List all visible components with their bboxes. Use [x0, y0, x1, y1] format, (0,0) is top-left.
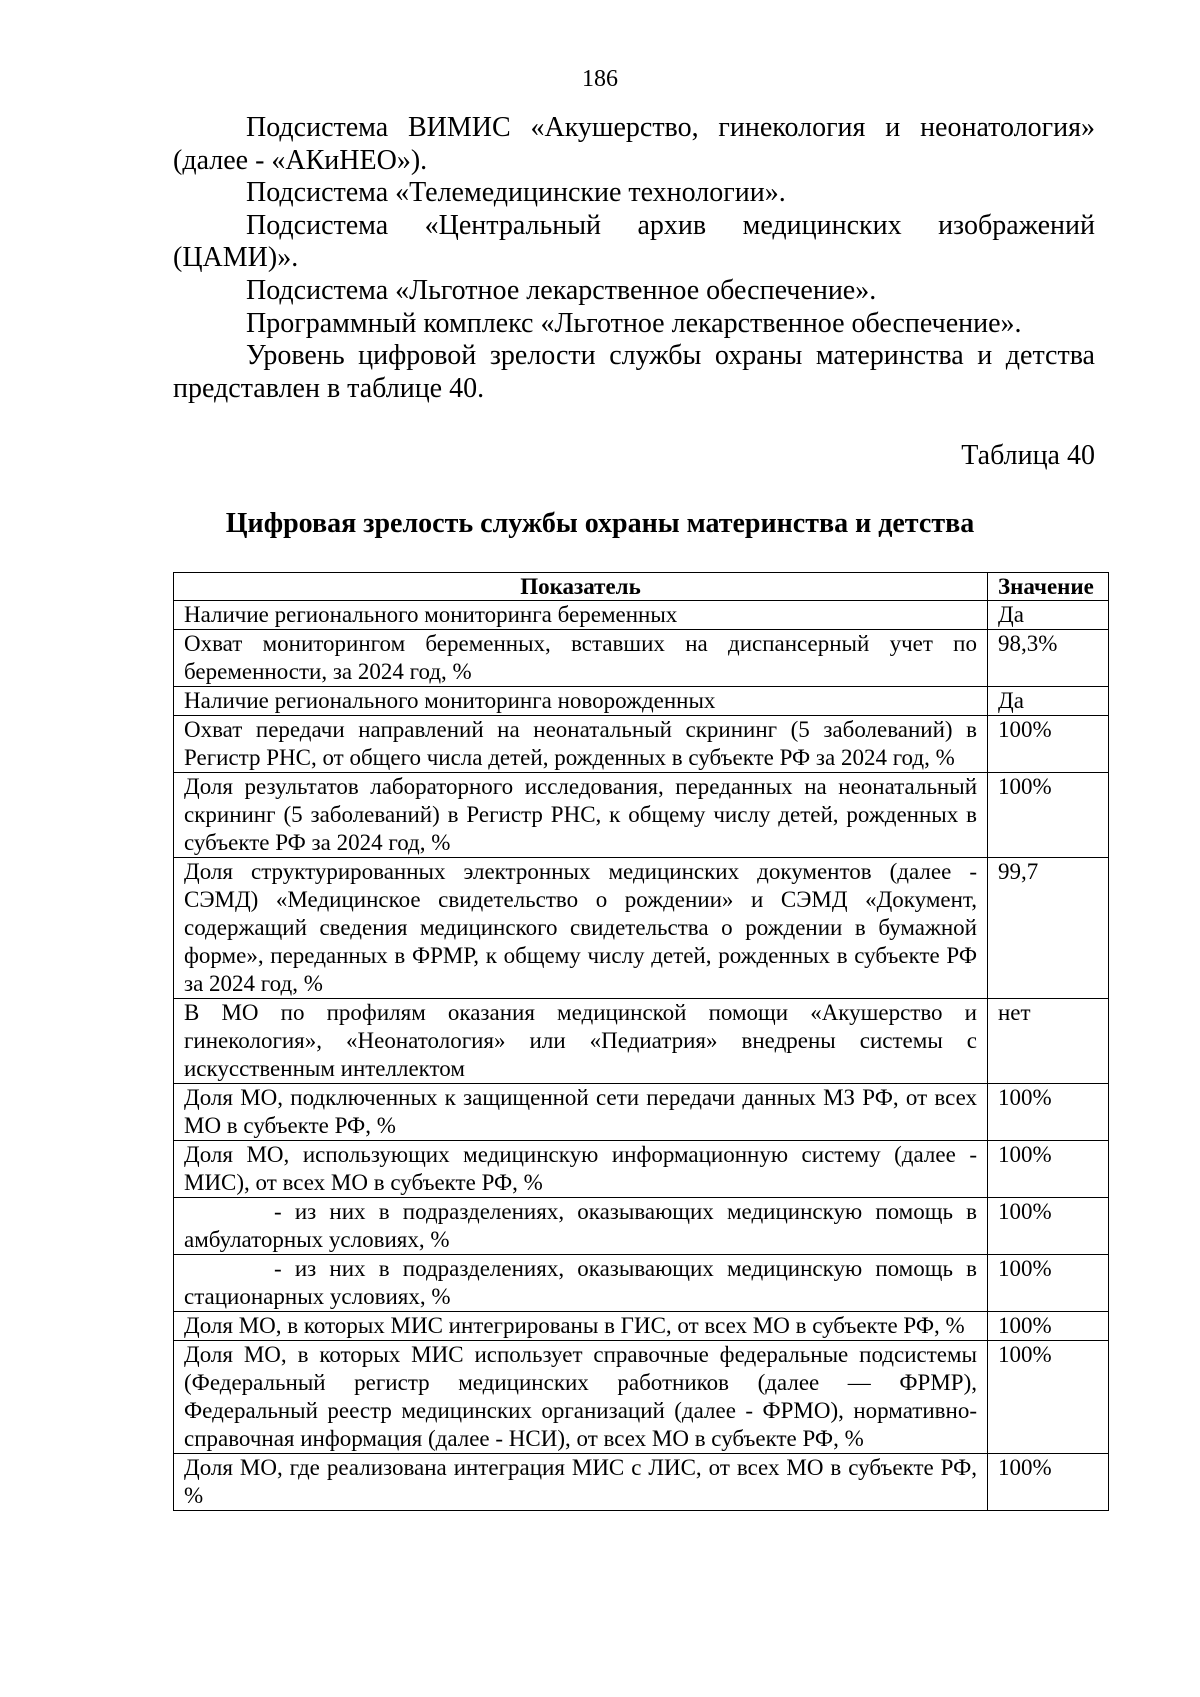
indicator-cell: Доля МО, подключенных к защищенной сети передачи данных МЗ РФ, от всех МО в субъекте РФ, % [174, 1084, 988, 1141]
table-row [174, 687, 1109, 716]
paragraph: Подсистема «Телемедицинские технологии». [246, 177, 786, 209]
indicator-cell: Доля МО, в которых МИС использует справочные федеральные подсистемы (Федеральный регистр медицинских работников (далее — ФРМР), Федеральный реестр медицинских организаций (далее - ФРМО), нормативно-справочная информация (далее - НСИ), от всех МО в субъекте РФ, % [174, 1341, 988, 1454]
value-cell: 100% [988, 716, 1109, 773]
indicator-cell: Доля МО, в которых МИС интегрированы в ГИС, от всех МО в субъекте РФ, % [174, 1312, 988, 1341]
table-row [174, 999, 1109, 1084]
table-row [174, 1341, 1109, 1454]
indicator-cell: Охват передачи направлений на неонатальный скрининг (5 заболеваний) в Регистр РНС, от общего числа детей, рожденных в субъекте РФ за 2024 год, % [174, 716, 988, 773]
paragraph: Подсистема ВИМИС «Акушерство, гинекология и неонатология» (далее - «АКиНЕО»). [173, 112, 1095, 176]
table-row [174, 601, 1109, 630]
indicator-cell: - из них в подразделениях, оказывающих медицинскую помощь в стационарных условиях, % [174, 1255, 988, 1312]
page-number: 186 [582, 66, 618, 92]
paragraph: Уровень цифровой зрелости службы охраны материнства и детства представлен в таблице 40. [173, 340, 1095, 404]
table-row [174, 630, 1109, 687]
value-cell: 99,7 [988, 858, 1109, 999]
table-caption: Таблица 40 [961, 440, 1095, 471]
table-row [174, 1141, 1109, 1198]
value-cell: Да [988, 601, 1109, 630]
value-cell: 100% [988, 773, 1109, 858]
value-cell: 100% [988, 1312, 1109, 1341]
table-title: Цифровая зрелость службы охраны материнства и детства [225, 508, 975, 539]
table-row [174, 858, 1109, 999]
header-value: Значение [988, 573, 1109, 601]
indicator-cell: Доля МО, использующих медицинскую информационную систему (далее - МИС), от всех МО в субъекте РФ, % [174, 1141, 988, 1198]
table-row [174, 1255, 1109, 1312]
header-indicator: Показатель [174, 573, 988, 601]
value-cell: 98,3% [988, 630, 1109, 687]
table-row [174, 1198, 1109, 1255]
body-text [173, 112, 1095, 405]
indicator-cell: В МО по профилям оказания медицинской помощи «Акушерство и гинекология», «Неонатология» или «Педиатрия» внедрены системы с искусственным интеллектом [174, 999, 988, 1084]
indicator-cell: - из них в подразделениях, оказывающих медицинскую помощь в амбулаторных условиях, % [174, 1198, 988, 1255]
indicator-cell: Наличие регионального мониторинга новорожденных [174, 687, 988, 716]
paragraph: Подсистема «Центральный архив медицинских изображений (ЦАМИ)». [173, 209, 1095, 274]
table-row [174, 1454, 1109, 1511]
value-cell: 100% [988, 1454, 1109, 1511]
value-cell: 100% [988, 1198, 1109, 1255]
value-cell: 100% [988, 1084, 1109, 1141]
maturity-table [173, 572, 1109, 1511]
indicator-cell: Наличие регионального мониторинга беременных [174, 601, 988, 630]
table-row [174, 716, 1109, 773]
table-header-row [174, 573, 1109, 601]
value-cell: нет [988, 999, 1109, 1084]
table-row [174, 1084, 1109, 1141]
value-cell: Да [988, 687, 1109, 716]
indicator-cell: Доля структурированных электронных медицинских документов (далее - СЭМД) «Медицинское свидетельство о рождении» и СЭМД «Документ, содержащий сведения медицинского свидетельства о рождении в бумажной форме», переданных в ФРМР, к общему числу детей, рожденных в субъекте РФ за 2024 год, % [174, 858, 988, 999]
indicator-cell: Доля МО, где реализована интеграция МИС с ЛИС, от всех МО в субъекте РФ, % [174, 1454, 988, 1511]
value-cell: 100% [988, 1141, 1109, 1198]
table-row [174, 773, 1109, 858]
indicator-cell: Охват мониторингом беременных, вставших на диспансерный учет по беременности, за 2024 год, % [174, 630, 988, 687]
paragraph: Подсистема «Льготное лекарственное обеспечение». [246, 274, 877, 306]
value-cell: 100% [988, 1255, 1109, 1312]
indicator-cell: Доля результатов лабораторного исследования, переданных на неонатальный скрининг (5 заболеваний) в Регистр РНС, к общему числу детей, рожденных в субъекте РФ за 2024 год, % [174, 773, 988, 858]
value-cell: 100% [988, 1341, 1109, 1454]
paragraph: Программный комплекс «Льготное лекарственное обеспечение». [246, 307, 1022, 339]
table-row [174, 1312, 1109, 1341]
